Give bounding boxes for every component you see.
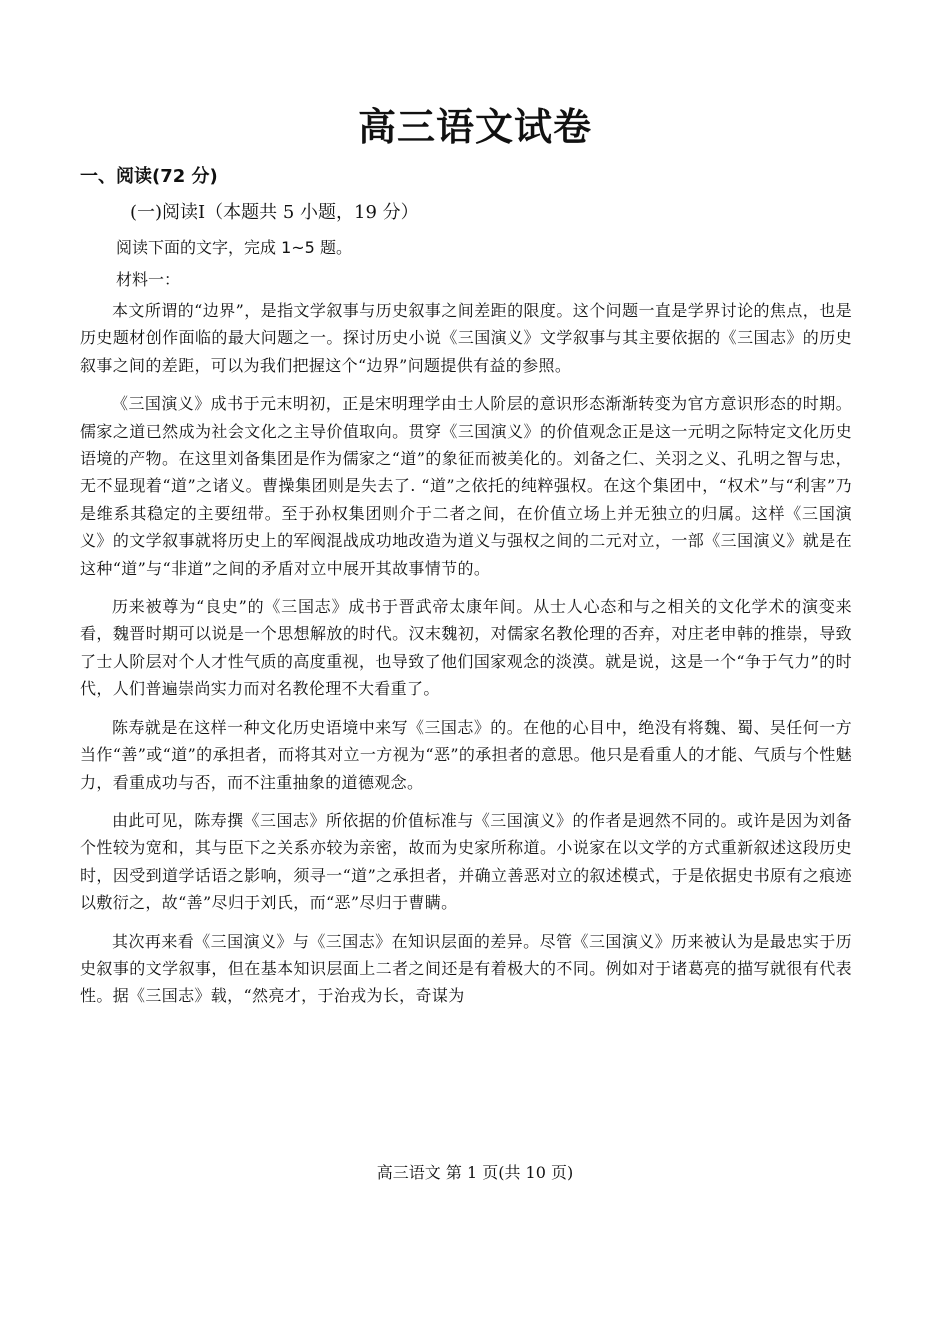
instruction-text: 阅读下面的文字，完成 1~5 题。: [116, 238, 352, 257]
passage-paragraph: 历来被尊为“良史”的《三国志》成书于晋武帝太康年间。从士人心态和与之相关的文化学术的演变来看，魏晋时期可以说是一个思想解放的时代。汉末魏初，对儒家名教伦理的否弃，对庄老申韩的推崇，导致了士人阶层对个人才性气质的高度重视，也导致了他们国家观念的淡漠。就是说，这是一个“争于气力”的时代，人们普遍崇尚实力而对名教伦理不大看重了。: [80, 597, 852, 699]
passage-paragraph: 其次再来看《三国演义》与《三国志》在知识层面的差异。尽管《三国演义》历来被认为是最忠实于历史叙事的文学叙事，但在基本知识层面上二者之间还是有着极大的不同。例如对于诸葛亮的描写就很有代表性。据《三国志》载，“然亮才，于治戎为长，奇谋为: [80, 931, 852, 1006]
material-label: 材料一：: [116, 270, 181, 289]
passage-paragraph: 本文所谓的“边界”，是指文学叙事与历史叙事之间差距的限度。这个问题一直是学界讨论的焦点，也是历史题材创作面临的最大问题之一。探讨历史小说《三国演义》文学叙事与其主要依据的《三国志》的历史叙事之间的差距，可以为我们把握这个“边界”问题提供有益的参照。: [80, 301, 852, 375]
passage-paragraph: 《三国演义》成书于元末明初，正是宋明理学由士人阶层的意识形态渐渐转变为官方意识形态的时期。儒家之道已然成为社会文化之主导价值取向。贯穿《三国演义》的价值观念正是这一元明之际特定文化历史语境的产物。在这里刘备集团是作为儒家之“道”的象征而被美化的。刘备之仁、关羽之义、孔明之智与忠，无不显现着“道”之诸义。曹操集团则是失去了. “道”之依托的纯粹强权。在这个集团中，“权术”与“利害”乃是维系其稳定的主要纽带。至于孙权集团则介于二者之间，在价值立场上并无独立的归属。这样《三国演义》的文学叙事就将历史上的军阀混战成功地改造为道义与强权之间的二元对立，一部《三国演义》就是在这种“道”与“非道”之间的矛盾对立中展开其故事情节的。: [80, 394, 852, 578]
section-heading: 一、阅读(72 分): [80, 166, 218, 187]
page-title: 高三语文试卷: [357, 105, 592, 149]
page-footer: 高三语文 第 1 页(共 10 页): [376, 1163, 574, 1182]
sub-heading: (一)阅读Ⅰ（本题共 5 小题，19 分）: [130, 202, 419, 223]
passage-body: [80, 297, 852, 1021]
passage-paragraph: 由此可见，陈寿撰《三国志》所依据的价值标准与《三国演义》的作者是迥然不同的。或许是因为刘备个性较为宽和，其与臣下之关系亦较为亲密，故而为史家所称道。小说家在以文学的方式重新叙述这段历史时，因受到道学话语之影响，须寻一“道”之承担者，并确立善恶对立的叙述模式，于是依据史书原有之痕迹以敷衍之，故“善”尽归于刘氏，而“恶”尽归于曹瞒。: [80, 810, 852, 913]
passage-paragraph: 陈寿就是在这样一种文化历史语境中来写《三国志》的。在他的心目中，绝没有将魏、蜀、吴任何一方当作“善”或“道”的承担者，而将其对立一方视为“恶”的承担者的意思。他只是看重人的才能、气质与个性魅力，看重成功与否，而不注重抽象的道德观念。: [80, 717, 852, 792]
